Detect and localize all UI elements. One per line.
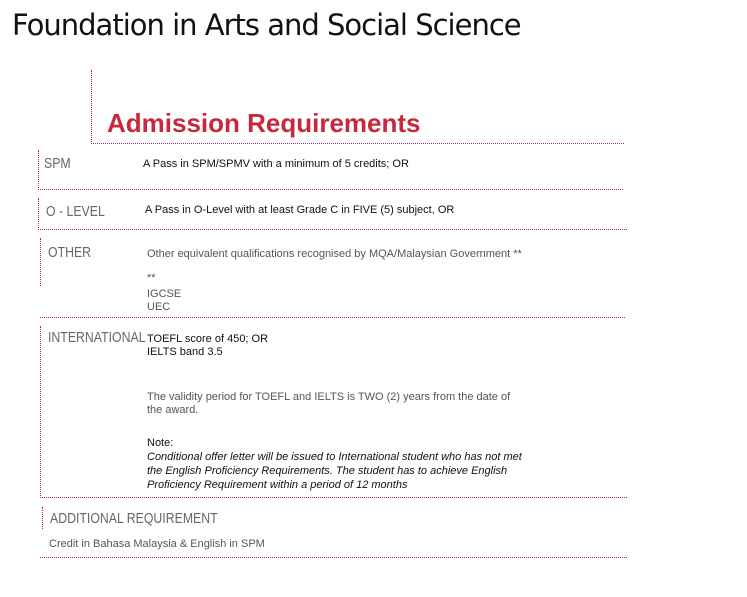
note-title: Note: [147,437,174,449]
section-border [42,507,43,529]
section-border [40,326,41,496]
admission-heading: Admission Requirements [107,108,421,138]
section-divider [40,557,627,558]
other-item: IGCSE [147,288,182,300]
toefl-requirement: TOEFL score of 450; OR [147,333,269,345]
section-divider [38,229,627,230]
olevel-requirement: A Pass in O-Level with at least Grade C in FIVE (5) subject, OR [145,204,455,216]
section-divider [40,497,627,498]
other-label: OTHER [48,244,92,261]
page-title: Foundation in Arts and Social Science [12,8,521,42]
international-label: INTERNATIONAL [48,329,146,346]
section-border [40,238,41,286]
section-border [38,150,39,188]
other-requirement: Other equivalent qualifications recognised by MQA/Malaysian Government ** [147,248,522,260]
heading-divider-line [91,70,92,142]
olevel-label: O - LEVEL [46,203,105,220]
note-text: the English Proficiency Requirements. The student has to achieve English [147,465,508,477]
section-divider [38,189,623,190]
other-item: UEC [147,301,171,313]
note-text: Conditional offer letter will be issued to International student who has not met [147,451,522,463]
spm-requirement: A Pass in SPM/SPMV with a minimum of 5 credits; OR [143,158,409,170]
heading-underline [91,143,624,144]
note-text: Proficiency Requirement within a period of 12 months [147,479,408,491]
other-note-marker: ** [147,272,156,284]
additional-label: ADDITIONAL REQUIREMENT [50,510,218,527]
validity-text: The validity period for TOEFL and IELTS is TWO (2) years from the date of [147,391,511,403]
validity-text: the award. [147,404,199,416]
spm-label: SPM [44,155,71,172]
ielts-requirement: IELTS band 3.5 [147,346,223,358]
additional-requirement: Credit in Bahasa Malaysia & English in SPM [49,538,265,550]
section-divider [40,317,625,318]
section-border [38,198,39,228]
